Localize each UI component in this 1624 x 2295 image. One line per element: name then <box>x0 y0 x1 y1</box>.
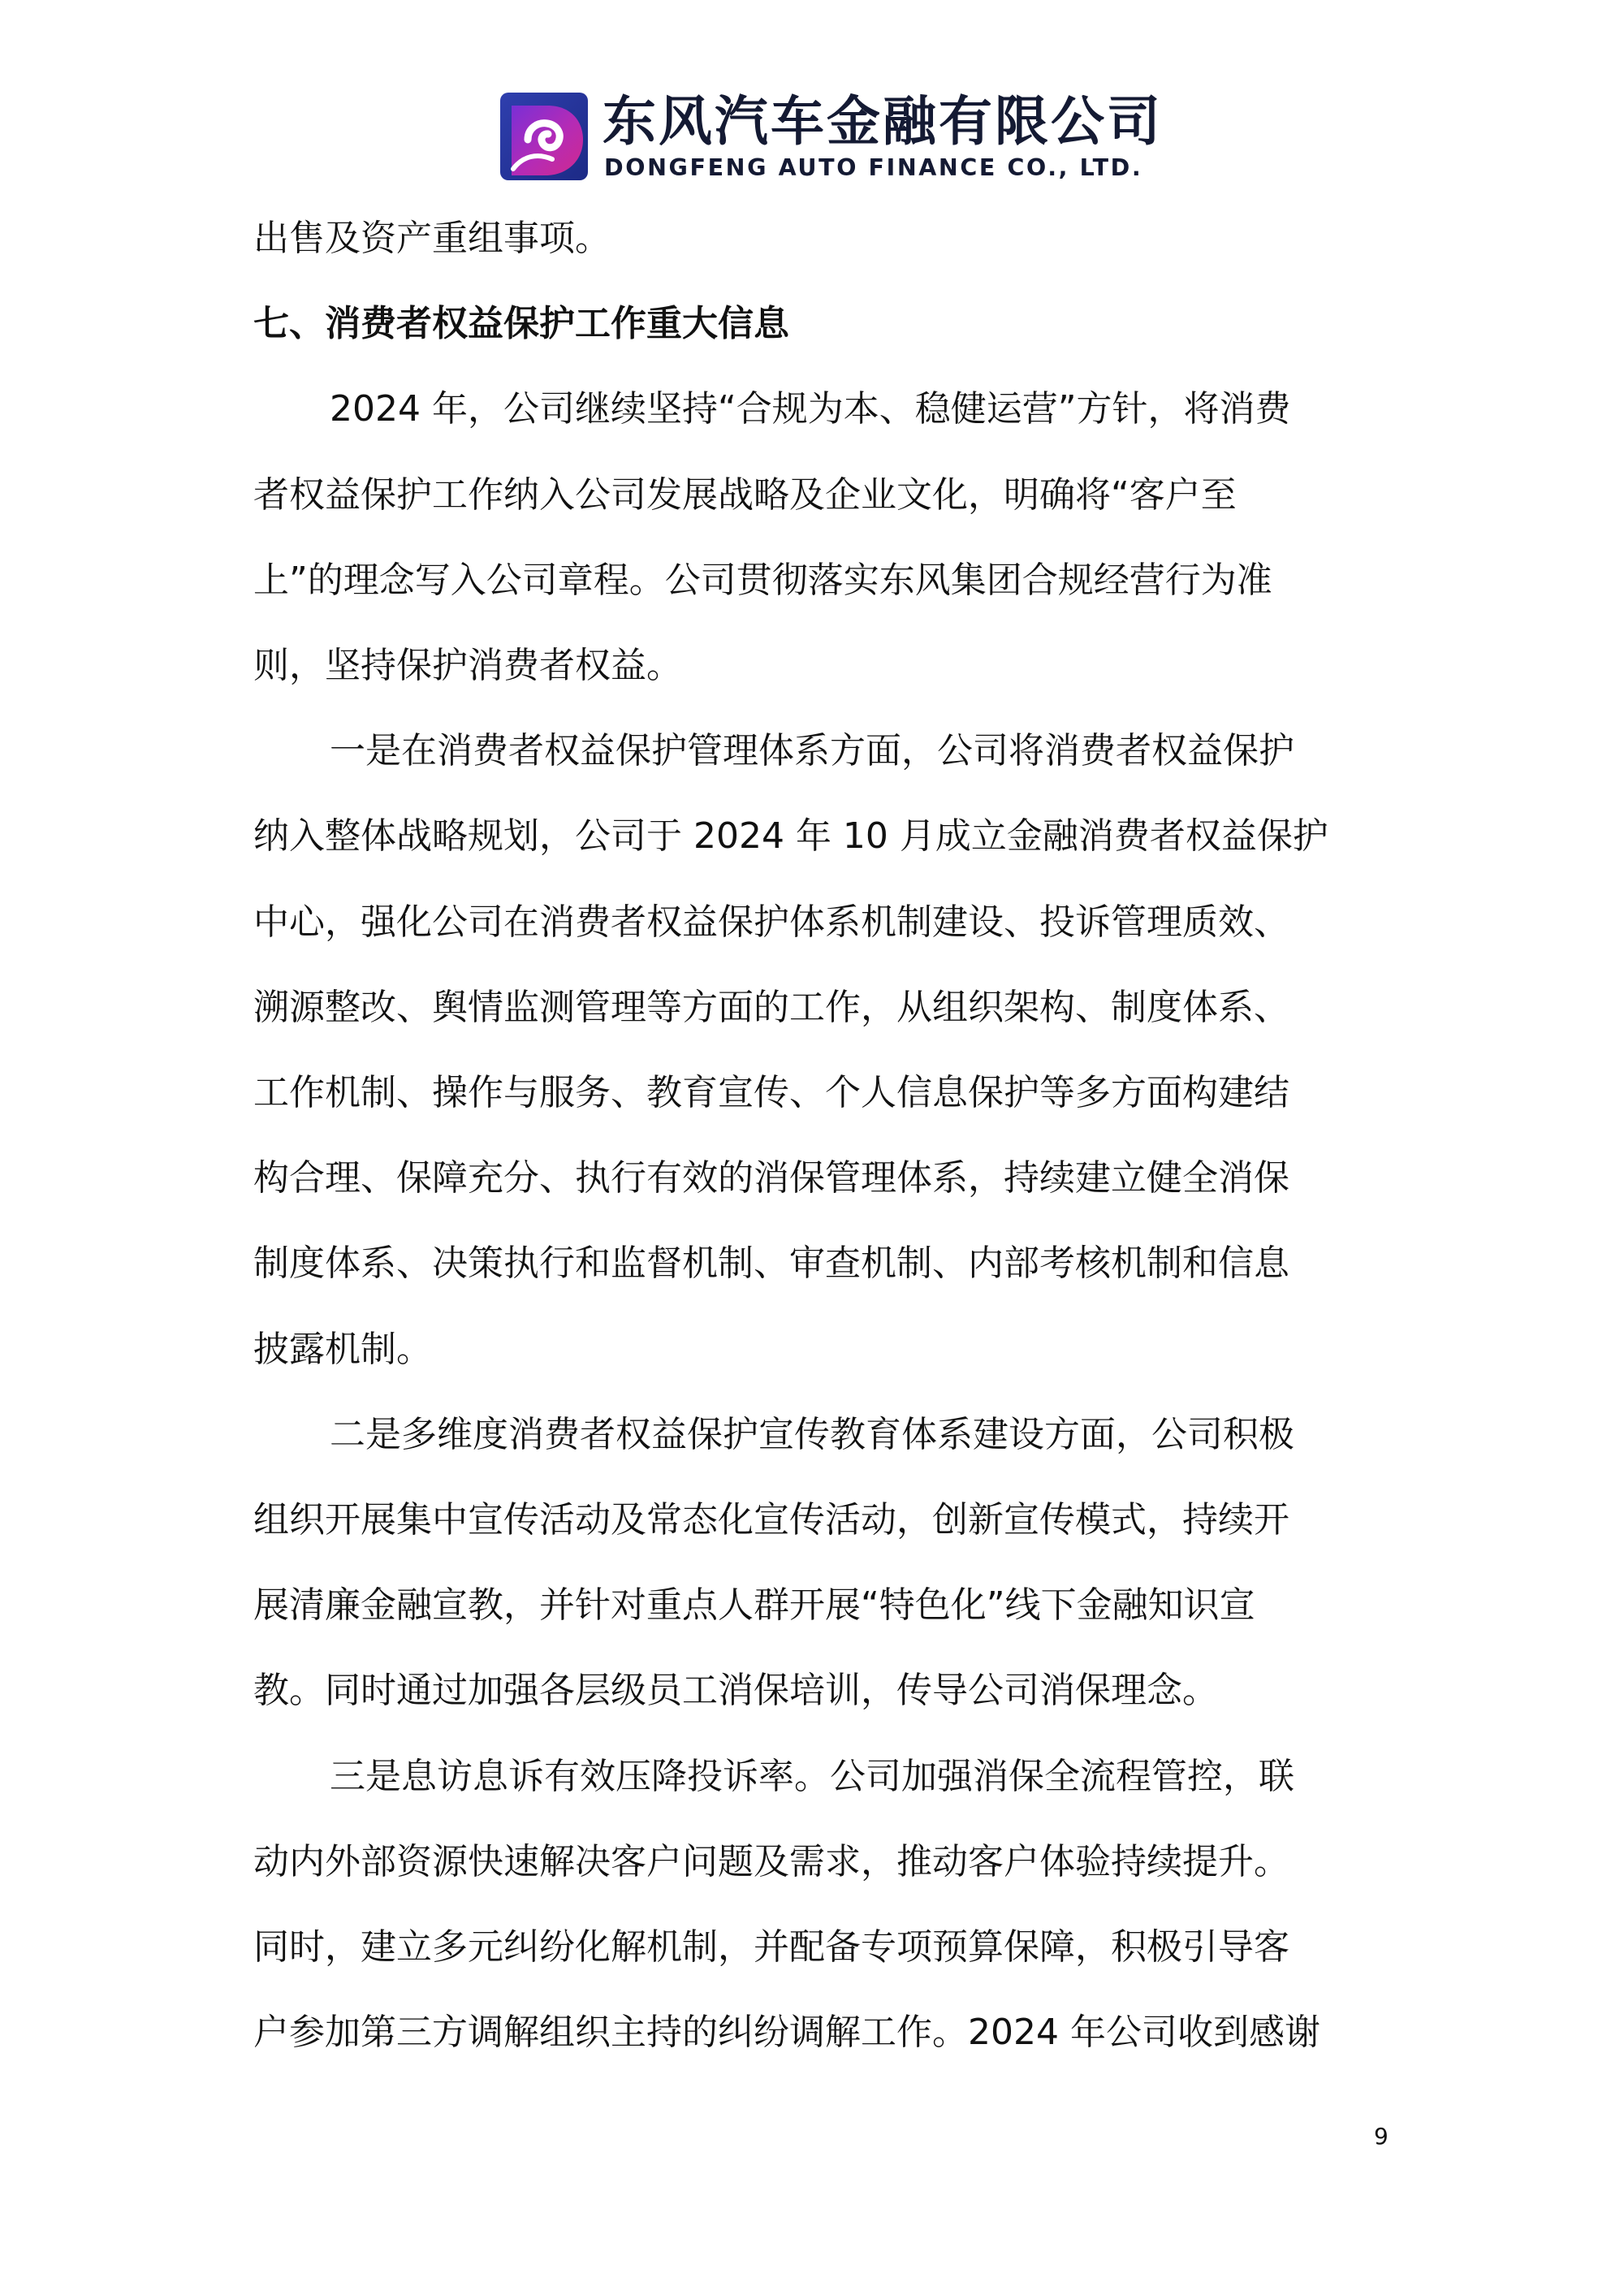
paragraph-line: 二是多维度消费者权益保护宣传教育体系建设方面，公司积极 <box>330 1414 1294 1455</box>
paragraph-line: 工作机制、操作与服务、教育宣传、个人信息保护等多方面构建结 <box>253 1072 1289 1113</box>
paragraph-line: 组织开展集中宣传活动及常态化宣传活动，创新宣传模式，持续开 <box>253 1499 1289 1541</box>
paragraph-line: 动内外部资源快速解决客户问题及需求，推动客户体验持续提升。 <box>253 1841 1289 1882</box>
paragraph-line: 披露机制。 <box>253 1329 432 1370</box>
paragraph-line: 教。同时通过加强各层级员工消保培训，传导公司消保理念。 <box>253 1670 1218 1711</box>
paragraph-line: 纳入整体战略规划，公司于 2024 年 10 月成立金融消费者权益保护 <box>253 815 1328 857</box>
paragraph-line: 户参加第三方调解组织主持的纠纷调解工作。2024 年公司收到感谢 <box>253 2012 1320 2053</box>
company-name-cn: 东风汽车金融有限公司 <box>603 90 1163 153</box>
paragraph-line: 则，坚持保护消费者权益。 <box>253 645 682 686</box>
paragraph-line: 中心，强化公司在消费者权益保护体系机制建设、投诉管理质效、 <box>253 901 1289 943</box>
section-heading: 七、消费者权益保护工作重大信息 <box>253 303 789 344</box>
company-logo <box>499 90 1163 187</box>
dongfeng-swirl-logo-icon <box>499 91 590 182</box>
paragraph-line: 上”的理念写入公司章程。公司贯彻落实东风集团合规经营行为准 <box>253 560 1272 601</box>
paragraph-line: 者权益保护工作纳入公司发展战略及企业文化，明确将“客户至 <box>253 474 1237 516</box>
paragraph-line: 2024 年，公司继续坚持“合规为本、稳健运营”方针，将消费 <box>330 388 1291 430</box>
paragraph-line: 溯源整改、舆情监测管理等方面的工作，从组织架构、制度体系、 <box>253 987 1289 1028</box>
page-number: 9 <box>1374 2123 1389 2150</box>
paragraph-line: 构合理、保障充分、执行有效的消保管理体系，持续建立健全消保 <box>253 1157 1289 1199</box>
paragraph-line: 三是息访息诉有效压降投诉率。公司加强消保全流程管控，联 <box>330 1756 1294 1797</box>
company-name-en: DONGFENG AUTO FINANCE CO., LTD. <box>604 154 1143 181</box>
paragraph-line: 一是在消费者权益保护管理体系方面，公司将消费者权益保护 <box>330 730 1294 771</box>
paragraph-line: 出售及资产重组事项。 <box>253 218 611 259</box>
paragraph-line: 制度体系、决策执行和监督机制、审查机制、内部考核机制和信息 <box>253 1243 1289 1284</box>
paragraph-line: 展清廉金融宣教，并针对重点人群开展“特色化”线下金融知识宣 <box>253 1584 1255 1626</box>
paragraph-line: 同时，建立多元纠纷化解机制，并配备专项预算保障，积极引导客 <box>253 1926 1289 1968</box>
